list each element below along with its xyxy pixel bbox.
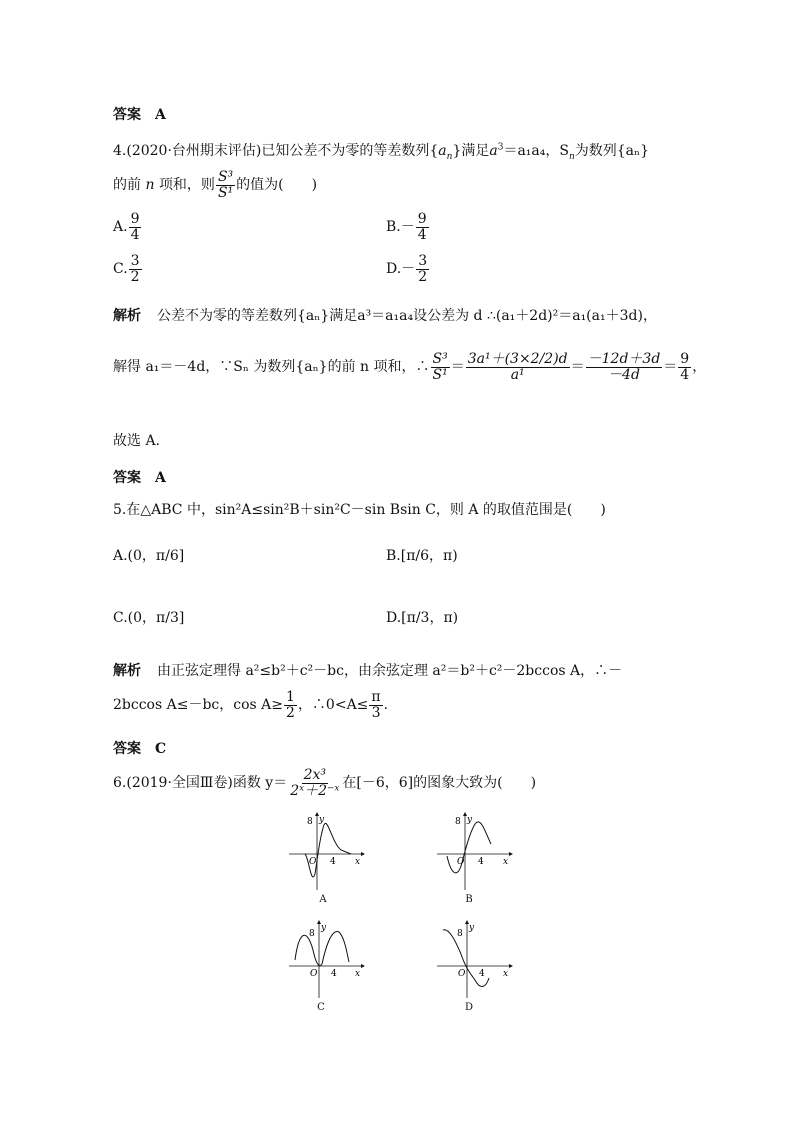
svg-text:x: x [503, 969, 509, 979]
graph-c-plot [285, 920, 365, 1000]
q5-option-a: A.(0，π/6] [113, 548, 185, 564]
q4-option-a: A. $\frac{9}{4}$ [113, 211, 140, 243]
q4-stem-line1: 4.(2020·台州期末评估)已知公差不为零的等差数列$\{a_n\}$满足$a^3=a_1a_4$，$S_n$为数列{aₙ} [113, 142, 649, 162]
svg-text:O: O [309, 857, 317, 867]
graph-b-plot [433, 812, 513, 892]
graph-a [285, 812, 365, 905]
q4-stem-line2: 的前 n 项和，则 $\frac{\text{S³}}{\text{S¹}}$ 的值为( ) [113, 169, 318, 201]
svg-text:O: O [457, 857, 465, 867]
svg-text:y: y [319, 815, 325, 825]
q5-solution-line1: 解析 由正弦定理得 a²≤b²＋c²－bc，由余弦定理 a²＝b²＋c²－2bccos A，∴－ [113, 663, 623, 679]
q5-solution-line2: 2bccos A≤－bc，cos A≥ $\frac{1}{2}$ ，∴0<A≤ $\frac{\pi}{3}$ . [113, 689, 389, 721]
graph-d-label: D [464, 1002, 474, 1013]
svg-text:8: 8 [457, 929, 463, 939]
svg-text:4: 4 [330, 857, 336, 867]
q6-stem: 6.(2019·全国Ⅲ卷)函数 y＝ $\frac{\text{2x³}}{\text{2ˣ＋2⁻ˣ}}$ 在[－6，6]的图象大致为( ) [113, 767, 537, 799]
q4-option-d: D.－ $\frac{3}{2}$ [386, 253, 428, 285]
graph-b [433, 812, 513, 905]
svg-text:x: x [503, 857, 509, 867]
svg-text:O: O [310, 969, 318, 979]
q5-option-b: B.[π/6，π) [386, 548, 458, 564]
svg-text:4: 4 [331, 969, 337, 979]
q4-solution-line3: 故选 A. [113, 433, 161, 449]
svg-text:8: 8 [309, 929, 315, 939]
answer-label-2: 答案 A [113, 470, 166, 486]
svg-text:O: O [458, 969, 466, 979]
graph-c [285, 920, 365, 1013]
answer-label-1: 答案 A [113, 107, 166, 123]
q4-solution-line1: 解析 公差不为零的等差数列{aₙ}满足a³＝a₁a₄设公差为 d ∴(a₁＋2d)²＝a₁(a₁＋3d)， [113, 308, 657, 324]
q5-stem: 5.在△ABC 中，sin²A≤sin²B＋sin²C－sin Bsin C，则 A 的取值范围是( ) [113, 502, 606, 518]
svg-text:4: 4 [478, 857, 484, 867]
graph-a-plot [285, 812, 365, 892]
graph-d [433, 920, 513, 1013]
q4-option-b: B.－ $\frac{9}{4}$ [386, 211, 427, 243]
q4-option-c: C. $\frac{3}{2}$ [113, 253, 140, 285]
q5-option-d: D.[π/3，π) [386, 610, 459, 626]
svg-text:x: x [355, 969, 361, 979]
q4-ratio-fraction: $\frac{\text{S³}}{\text{S¹}}$ [217, 169, 234, 201]
svg-text:8: 8 [307, 817, 313, 827]
q5-option-c: C.(0，π/3] [113, 610, 185, 626]
graph-a-label: A [319, 894, 327, 905]
graph-b-label: B [465, 894, 473, 905]
graph-c-label: C [317, 1002, 325, 1013]
svg-text:4: 4 [479, 969, 485, 979]
q4-solution-line2: 解得 a₁＝－4d，∵Sₙ 为数列{aₙ}的前 n 项和，∴ $\frac{\text{S³}}{\text{S¹}}$ ＝ $\frac{\text{3a¹＋(3×2/2)d}}{\text{a¹}}$ ＝ $\frac{-12d+3d}{-4d}$ ＝ $\frac{9}{4}$ ， [113, 351, 707, 383]
svg-text:y: y [467, 815, 473, 825]
svg-text:x: x [355, 857, 361, 867]
answer-label-3: 答案 C [113, 741, 167, 757]
svg-text:y: y [321, 923, 327, 933]
svg-text:8: 8 [455, 817, 461, 827]
svg-text:y: y [469, 923, 475, 933]
graph-d-plot [433, 920, 513, 1000]
